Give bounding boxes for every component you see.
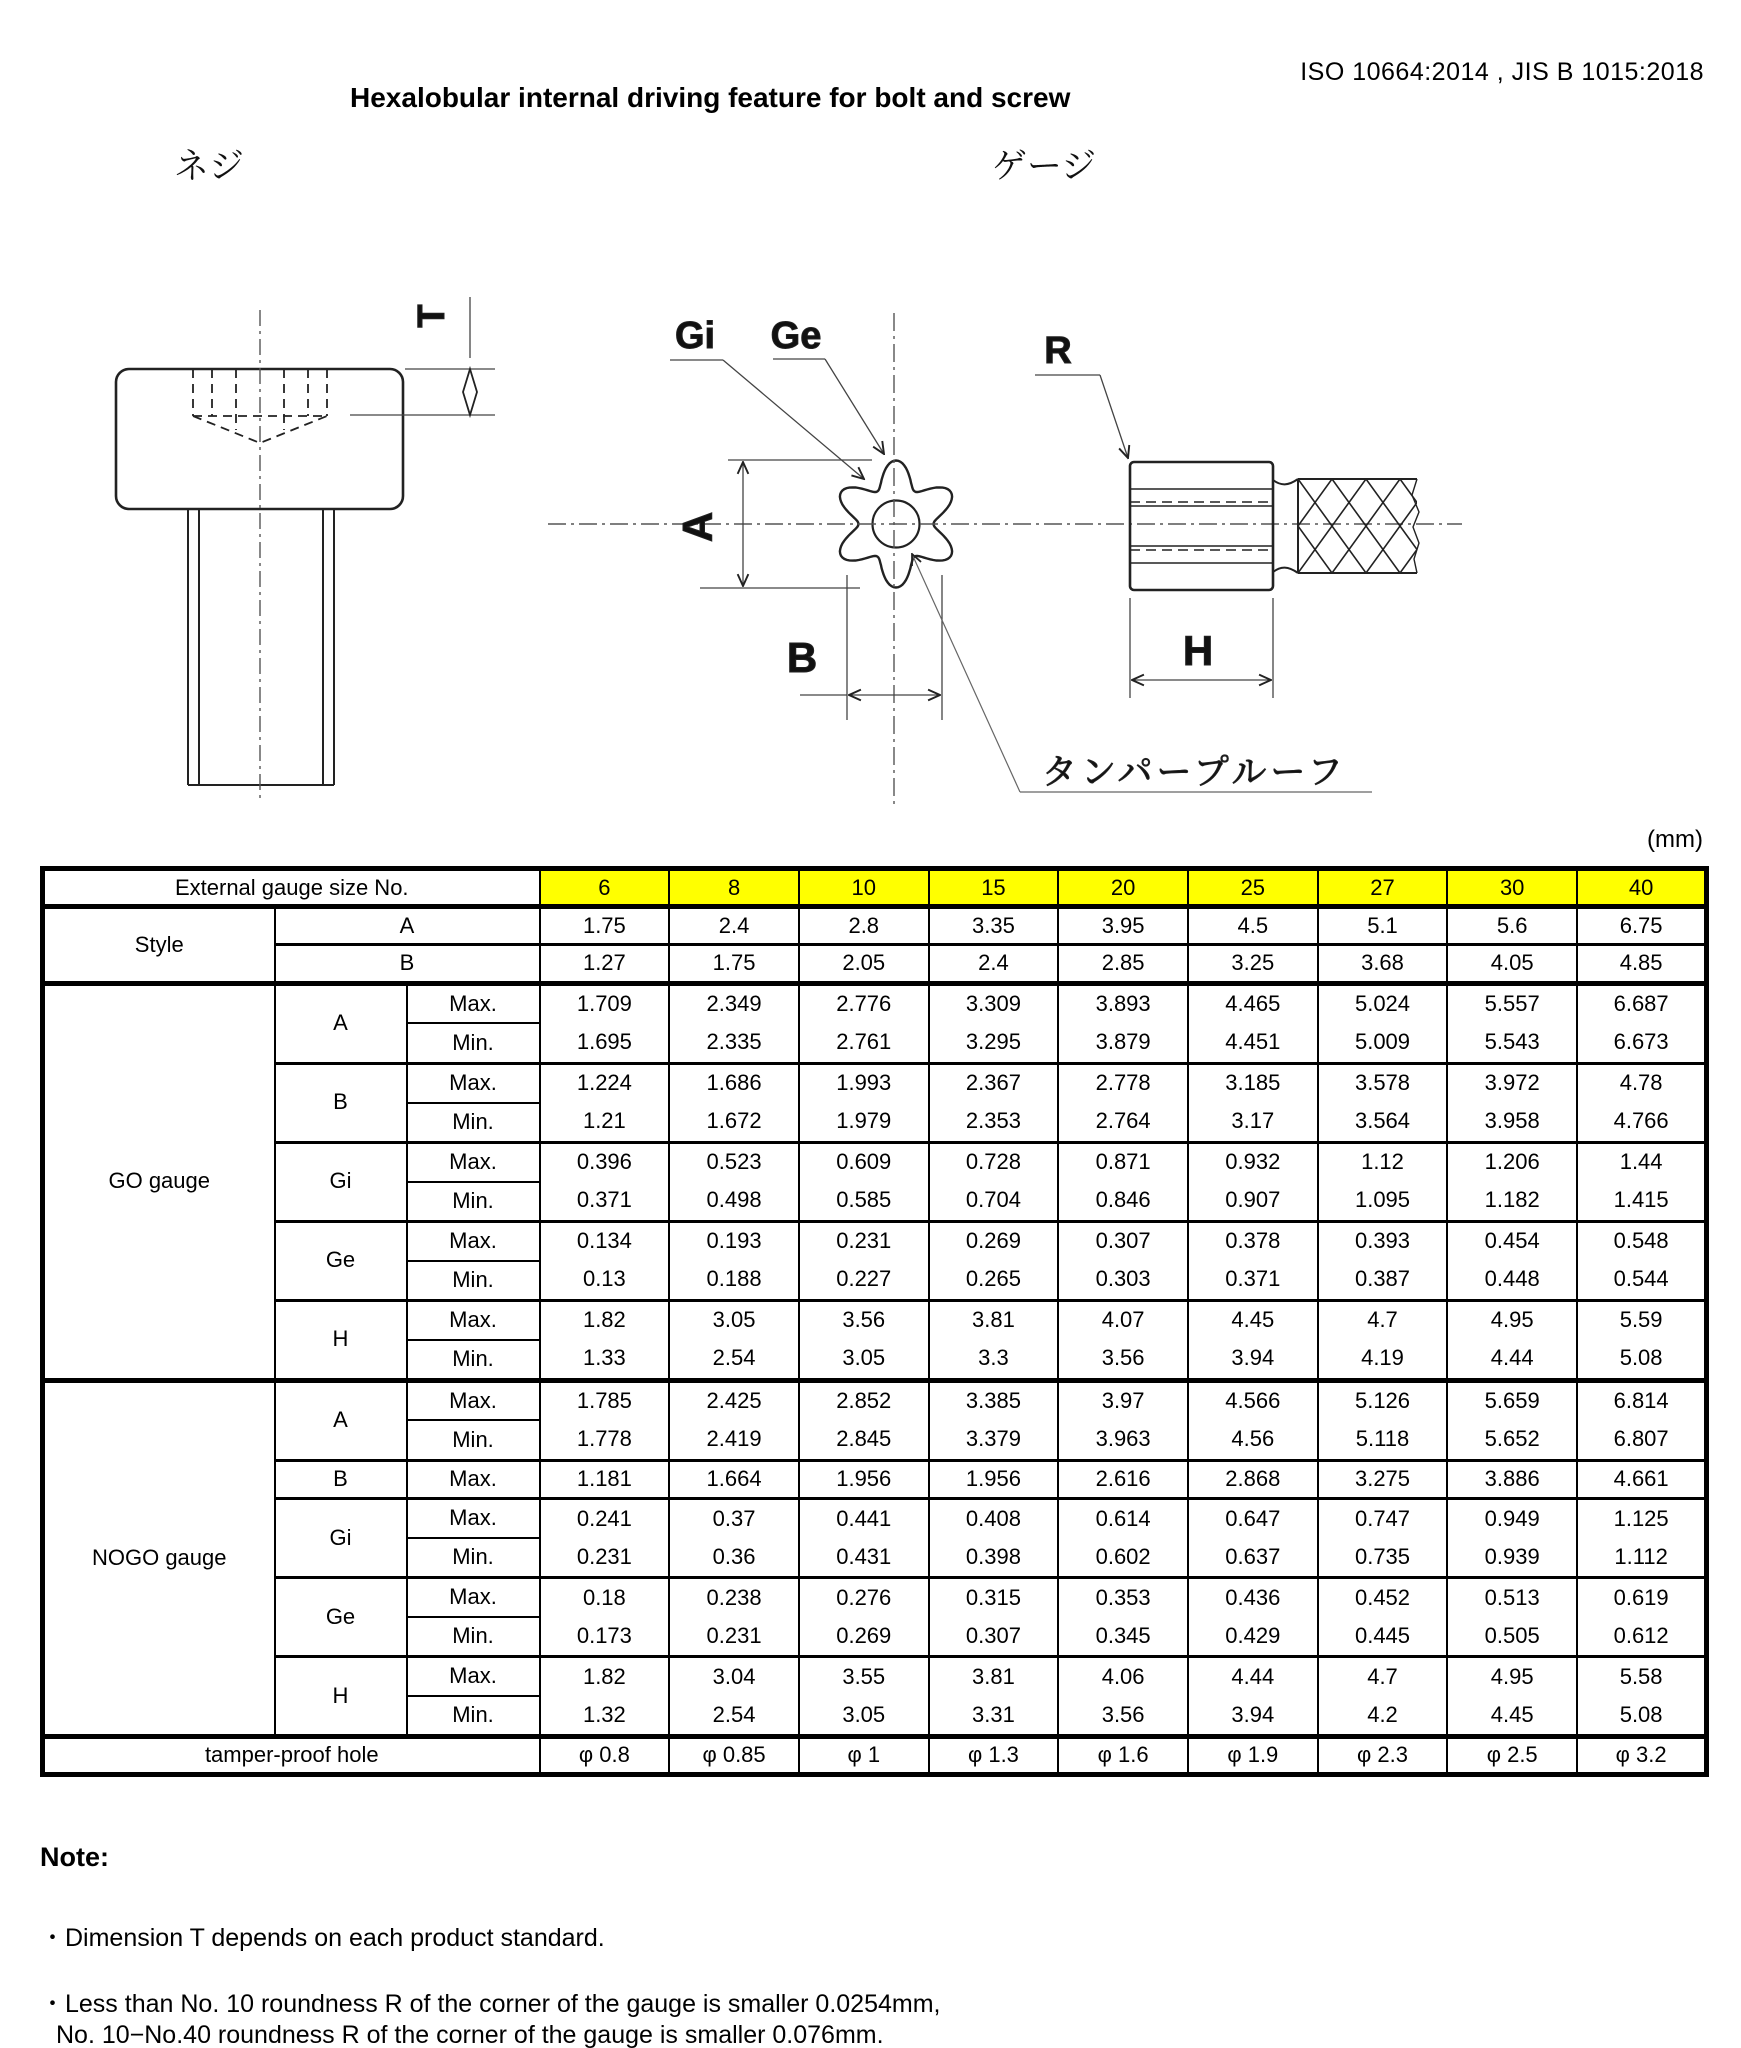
- nogo-gauge-value-cell: 3.81 3.31: [929, 1656, 1059, 1736]
- gauge-body-lines: [1130, 489, 1273, 563]
- unit-label: (mm): [1647, 826, 1703, 853]
- nogo-gauge-value-cell: 3.04 2.54: [669, 1656, 799, 1736]
- technical-drawing: [0, 120, 1741, 820]
- leader-Gi: [670, 360, 864, 479]
- go-gauge-value-cell: 2.776 2.761: [799, 983, 929, 1063]
- nogo-gauge-value-cell: 0.513 0.505: [1447, 1577, 1577, 1656]
- go-gauge-value-cell: 0.393 0.387: [1318, 1221, 1448, 1300]
- dim-label: Gi: [275, 1498, 407, 1577]
- note-line-1: ・Dimension T depends on each product standard.: [40, 1924, 605, 1952]
- min-label: Min.: [407, 1340, 540, 1380]
- style-value-cell: 5.6: [1447, 907, 1577, 945]
- max-label: Max.: [407, 1380, 540, 1420]
- style-value-cell: 1.75: [540, 907, 670, 945]
- tamper-value-cell: φ 1.3: [929, 1736, 1059, 1774]
- min-label: Min.: [407, 1103, 540, 1143]
- nogo-gauge-value-cell: 6.814 6.807: [1577, 1380, 1707, 1460]
- dim-label: B: [275, 945, 540, 983]
- nogo-gauge-value-cell: 0.241 0.231: [540, 1498, 670, 1577]
- max-label: Max.: [407, 1577, 540, 1617]
- nogo-gauge-value-cell: 0.37 0.36: [669, 1498, 799, 1577]
- min-label: Min.: [407, 1182, 540, 1222]
- nogo-gauge-value-cell: 5.126 5.118: [1318, 1380, 1448, 1460]
- dim-A-label: A: [674, 511, 721, 543]
- dim-T-label: T: [411, 304, 453, 328]
- style-value-cell: 2.4: [929, 945, 1059, 983]
- nogo-gauge-value-cell: 4.7 4.2: [1318, 1656, 1448, 1736]
- screw-shaft: [188, 509, 334, 785]
- note-line-2: ・Less than No. 10 roundness R of the corner of the gauge is smaller 0.0254mm,: [40, 1990, 941, 2018]
- go-gauge-value-cell: 0.454 0.448: [1447, 1221, 1577, 1300]
- nogo-gauge-section-label: NOGO gauge: [43, 1380, 275, 1736]
- max-label: Max.: [407, 1498, 540, 1538]
- page-title: Hexalobular internal driving feature for bolt and screw: [350, 82, 1071, 113]
- tamper-proof-label: タンパープルーフ: [1042, 753, 1347, 792]
- size-col-header: 30: [1447, 869, 1577, 907]
- style-value-cell: 2.05: [799, 945, 929, 983]
- screw-view-caption: ネジ: [173, 147, 245, 186]
- nogo-gauge-value-cell: 1.785 1.778: [540, 1380, 670, 1460]
- spec-table-wrap: [40, 866, 1709, 1777]
- go-gauge-value-cell: 0.728 0.704: [929, 1142, 1059, 1221]
- go-gauge-value-cell: 4.45 3.94: [1188, 1300, 1318, 1380]
- go-gauge-value-cell: 3.578 3.564: [1318, 1063, 1448, 1142]
- style-section-label: Style: [43, 907, 275, 983]
- style-value-cell: 3.35: [929, 907, 1059, 945]
- nogo-gauge-value-cell: 0.619 0.612: [1577, 1577, 1707, 1656]
- nogo-gauge-value-cell: 4.566 4.56: [1188, 1380, 1318, 1460]
- go-gauge-value-cell: 4.95 4.44: [1447, 1300, 1577, 1380]
- nogo-gauge-value-cell: 1.956: [929, 1460, 1059, 1498]
- go-gauge-value-cell: 6.687 6.673: [1577, 983, 1707, 1063]
- go-gauge-value-cell: 0.307 0.303: [1058, 1221, 1188, 1300]
- note-line-3: No. 10−No.40 roundness R of the corner of the gauge is smaller 0.076mm.: [56, 2021, 884, 2048]
- nogo-gauge-value-cell: 3.97 3.963: [1058, 1380, 1188, 1460]
- nogo-gauge-value-cell: 1.82 1.32: [540, 1656, 670, 1736]
- go-gauge-value-cell: 0.871 0.846: [1058, 1142, 1188, 1221]
- go-gauge-value-cell: 3.56 3.05: [799, 1300, 929, 1380]
- go-gauge-value-cell: 5.024 5.009: [1318, 983, 1448, 1063]
- nogo-gauge-value-cell: 0.315 0.307: [929, 1577, 1059, 1656]
- size-col-header: 10: [799, 869, 929, 907]
- max-label: Max.: [407, 1300, 540, 1340]
- max-label: Max.: [407, 1460, 540, 1498]
- leader-Ge: [773, 359, 884, 454]
- dim-A: [700, 460, 872, 588]
- dim-R-label: R: [1044, 330, 1072, 372]
- style-value-cell: 3.25: [1188, 945, 1318, 983]
- style-value-cell: 4.05: [1447, 945, 1577, 983]
- nogo-gauge-value-cell: 4.95 4.45: [1447, 1656, 1577, 1736]
- min-label: Min.: [407, 1538, 540, 1578]
- style-value-cell: 6.75: [1577, 907, 1707, 945]
- size-col-header: 20: [1058, 869, 1188, 907]
- tamper-value-cell: φ 0.85: [669, 1736, 799, 1774]
- nogo-gauge-value-cell: 0.276 0.269: [799, 1577, 929, 1656]
- max-label: Max.: [407, 1142, 540, 1182]
- max-label: Max.: [407, 1656, 540, 1696]
- go-gauge-value-cell: 0.396 0.371: [540, 1142, 670, 1221]
- style-value-cell: 4.85: [1577, 945, 1707, 983]
- go-gauge-value-cell: 1.82 1.33: [540, 1300, 670, 1380]
- nogo-gauge-value-cell: 5.659 5.652: [1447, 1380, 1577, 1460]
- standard-reference: ISO 10664:2014 , JIS B 1015:2018: [1300, 58, 1704, 86]
- size-col-header: 25: [1188, 869, 1318, 907]
- size-col-header: 6: [540, 869, 670, 907]
- style-value-cell: 1.27: [540, 945, 670, 983]
- nogo-gauge-value-cell: 0.238 0.231: [669, 1577, 799, 1656]
- max-label: Max.: [407, 1221, 540, 1261]
- nogo-gauge-value-cell: 0.408 0.398: [929, 1498, 1059, 1577]
- note-title: Note:: [40, 1842, 109, 1872]
- go-gauge-value-cell: 0.193 0.188: [669, 1221, 799, 1300]
- nogo-gauge-value-cell: 5.58 5.08: [1577, 1656, 1707, 1736]
- go-gauge-value-cell: 3.05 2.54: [669, 1300, 799, 1380]
- gauge-neck: [1273, 479, 1298, 573]
- leader-R: [1035, 375, 1128, 458]
- nogo-gauge-value-cell: 2.868: [1188, 1460, 1318, 1498]
- go-gauge-value-cell: 0.378 0.371: [1188, 1221, 1318, 1300]
- nogo-gauge-value-cell: 0.441 0.431: [799, 1498, 929, 1577]
- spec-table: [40, 866, 1709, 1777]
- nogo-gauge-value-cell: 1.664: [669, 1460, 799, 1498]
- nogo-gauge-value-cell: 0.18 0.173: [540, 1577, 670, 1656]
- go-gauge-value-cell: 4.78 4.766: [1577, 1063, 1707, 1142]
- tamper-value-cell: φ 1.9: [1188, 1736, 1318, 1774]
- go-gauge-value-cell: 0.523 0.498: [669, 1142, 799, 1221]
- dim-label: Ge: [275, 1577, 407, 1656]
- min-label: Min.: [407, 1261, 540, 1301]
- dim-label: A: [275, 983, 407, 1063]
- go-gauge-value-cell: 0.548 0.544: [1577, 1221, 1707, 1300]
- nogo-gauge-value-cell: 1.181: [540, 1460, 670, 1498]
- go-gauge-value-cell: 2.778 2.764: [1058, 1063, 1188, 1142]
- size-col-header: 15: [929, 869, 1059, 907]
- nogo-gauge-value-cell: 4.44 3.94: [1188, 1656, 1318, 1736]
- max-label: Max.: [407, 983, 540, 1023]
- go-gauge-value-cell: 0.609 0.585: [799, 1142, 929, 1221]
- nogo-gauge-value-cell: 0.614 0.602: [1058, 1498, 1188, 1577]
- min-label: Min.: [407, 1696, 540, 1736]
- go-gauge-value-cell: 0.134 0.13: [540, 1221, 670, 1300]
- go-gauge-value-cell: 1.224 1.21: [540, 1063, 670, 1142]
- go-gauge-value-cell: 4.7 4.19: [1318, 1300, 1448, 1380]
- dim-label: Ge: [275, 1221, 407, 1300]
- go-gauge-value-cell: 3.81 3.3: [929, 1300, 1059, 1380]
- style-value-cell: 3.95: [1058, 907, 1188, 945]
- style-value-cell: 2.4: [669, 907, 799, 945]
- dim-label: B: [275, 1460, 407, 1498]
- dim-label: H: [275, 1656, 407, 1736]
- nogo-gauge-value-cell: 0.353 0.345: [1058, 1577, 1188, 1656]
- go-gauge-value-cell: 5.59 5.08: [1577, 1300, 1707, 1380]
- dim-Gi-label: Gi: [674, 315, 716, 357]
- dim-B: [800, 575, 942, 720]
- gauge-body: [1130, 462, 1273, 590]
- go-gauge-value-cell: 3.893 3.879: [1058, 983, 1188, 1063]
- table-header-label: External gauge size No.: [43, 869, 540, 907]
- size-col-header: 40: [1577, 869, 1707, 907]
- nogo-gauge-value-cell: 1.956: [799, 1460, 929, 1498]
- screw-drawing: [116, 297, 495, 800]
- style-value-cell: 2.85: [1058, 945, 1188, 983]
- go-gauge-value-cell: 2.349 2.335: [669, 983, 799, 1063]
- nogo-gauge-value-cell: 0.747 0.735: [1318, 1498, 1448, 1577]
- go-gauge-value-cell: 1.44 1.415: [1577, 1142, 1707, 1221]
- style-value-cell: 5.1: [1318, 907, 1448, 945]
- style-value-cell: 2.8: [799, 907, 929, 945]
- gauge-side-view: [1035, 330, 1419, 698]
- go-gauge-value-cell: 1.12 1.095: [1318, 1142, 1448, 1221]
- nogo-gauge-value-cell: 3.385 3.379: [929, 1380, 1059, 1460]
- nogo-gauge-value-cell: 0.647 0.637: [1188, 1498, 1318, 1577]
- nogo-gauge-value-cell: 3.55 3.05: [799, 1656, 929, 1736]
- dim-label: A: [275, 907, 540, 945]
- dim-B-label: B: [786, 634, 818, 681]
- dim-label: B: [275, 1063, 407, 1142]
- go-gauge-value-cell: 0.932 0.907: [1188, 1142, 1318, 1221]
- style-value-cell: 1.75: [669, 945, 799, 983]
- nogo-gauge-value-cell: 2.852 2.845: [799, 1380, 929, 1460]
- tamper-row-label: tamper-proof hole: [43, 1736, 540, 1774]
- nogo-gauge-value-cell: 0.436 0.429: [1188, 1577, 1318, 1656]
- go-gauge-value-cell: 4.07 3.56: [1058, 1300, 1188, 1380]
- tamper-value-cell: φ 0.8: [540, 1736, 670, 1774]
- style-value-cell: 3.68: [1318, 945, 1448, 983]
- dim-label: H: [275, 1300, 407, 1380]
- go-gauge-value-cell: 0.269 0.265: [929, 1221, 1059, 1300]
- tamper-value-cell: φ 2.3: [1318, 1736, 1448, 1774]
- go-gauge-value-cell: 0.231 0.227: [799, 1221, 929, 1300]
- knurled-handle: [1298, 479, 1419, 573]
- nogo-gauge-value-cell: 3.886: [1447, 1460, 1577, 1498]
- nogo-gauge-value-cell: 2.616: [1058, 1460, 1188, 1498]
- tamper-value-cell: φ 1.6: [1058, 1736, 1188, 1774]
- tamper-value-cell: φ 2.5: [1447, 1736, 1577, 1774]
- tamper-value-cell: φ 1: [799, 1736, 929, 1774]
- nogo-gauge-value-cell: 4.06 3.56: [1058, 1656, 1188, 1736]
- min-label: Min.: [407, 1420, 540, 1460]
- go-gauge-value-cell: 4.465 4.451: [1188, 983, 1318, 1063]
- min-label: Min.: [407, 1617, 540, 1657]
- go-gauge-value-cell: 1.709 1.695: [540, 983, 670, 1063]
- go-gauge-value-cell: 1.993 1.979: [799, 1063, 929, 1142]
- go-gauge-value-cell: 1.206 1.182: [1447, 1142, 1577, 1221]
- size-col-header: 8: [669, 869, 799, 907]
- nogo-gauge-value-cell: 1.125 1.112: [1577, 1498, 1707, 1577]
- nogo-gauge-value-cell: 2.425 2.419: [669, 1380, 799, 1460]
- dim-Ge-label: Ge: [770, 315, 822, 357]
- go-gauge-value-cell: 3.309 3.295: [929, 983, 1059, 1063]
- spec-table-body: [43, 869, 1707, 1775]
- style-value-cell: 4.5: [1188, 907, 1318, 945]
- go-gauge-value-cell: 3.972 3.958: [1447, 1063, 1577, 1142]
- nogo-gauge-value-cell: 4.661: [1577, 1460, 1707, 1498]
- nogo-gauge-value-cell: 0.949 0.939: [1447, 1498, 1577, 1577]
- nogo-gauge-value-cell: 0.452 0.445: [1318, 1577, 1448, 1656]
- gauge-view-caption: ゲージ: [991, 147, 1097, 186]
- size-col-header: 27: [1318, 869, 1448, 907]
- nogo-gauge-value-cell: 3.275: [1318, 1460, 1448, 1498]
- go-gauge-value-cell: 3.185 3.17: [1188, 1063, 1318, 1142]
- tamper-value-cell: φ 3.2: [1577, 1736, 1707, 1774]
- dim-label: Gi: [275, 1142, 407, 1221]
- dim-label: A: [275, 1380, 407, 1460]
- dim-H-label: H: [1182, 627, 1214, 674]
- min-label: Min.: [407, 1023, 540, 1063]
- go-gauge-value-cell: 5.557 5.543: [1447, 983, 1577, 1063]
- max-label: Max.: [407, 1063, 540, 1103]
- go-gauge-value-cell: 2.367 2.353: [929, 1063, 1059, 1142]
- go-gauge-section-label: GO gauge: [43, 983, 275, 1380]
- gauge-body-hidden-lines: [1130, 502, 1273, 550]
- go-gauge-value-cell: 1.686 1.672: [669, 1063, 799, 1142]
